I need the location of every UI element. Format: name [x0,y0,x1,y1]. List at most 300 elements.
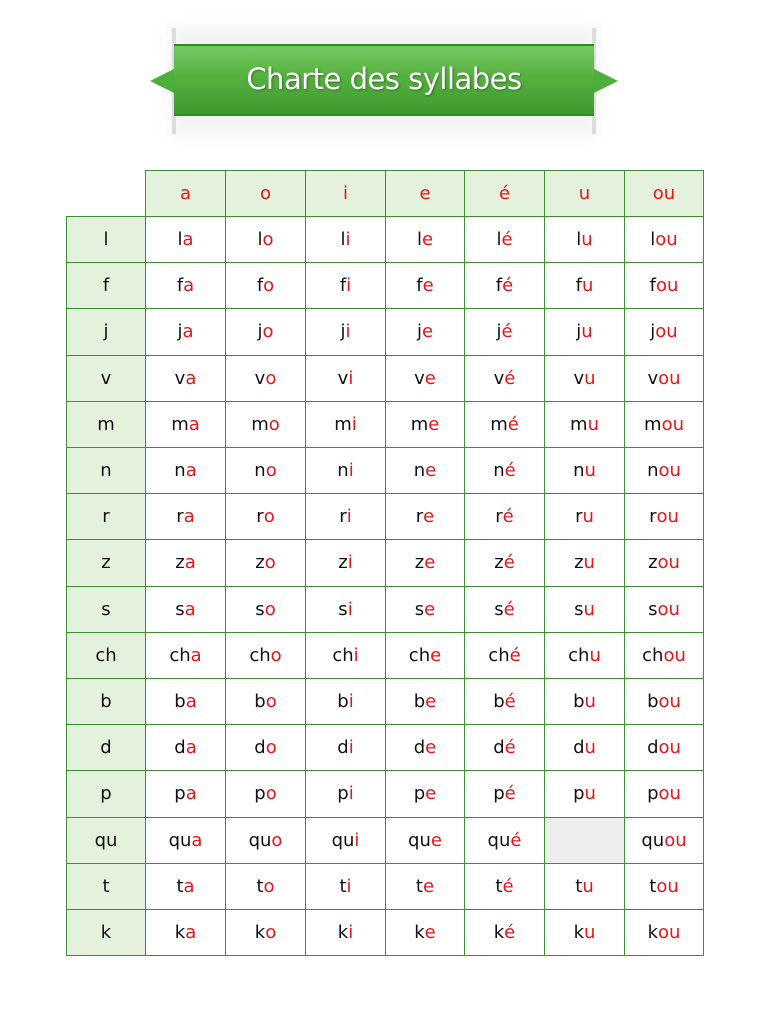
syllable-consonant: j [650,321,656,343]
syllable-cell [464,401,545,448]
syllable-cell [464,770,545,817]
syllable-vowel: i [346,875,352,897]
syllable-vowel: i [348,737,354,759]
syllable-consonant: p [174,783,186,805]
syllable-vowel: u [582,875,594,897]
syllable-vowel: o [265,783,277,805]
syllable-consonant: t [575,875,583,897]
syllable-cell [225,909,306,956]
syllable-cell [544,355,625,402]
syllable-vowel: a [185,460,197,482]
syllable-vowel: é [502,875,514,897]
syllable-vowel: o [263,275,275,297]
syllable-cell [624,724,704,771]
syllable-vowel: u [584,691,596,713]
syllable-consonant: m [171,413,189,435]
syllable-cell [544,724,625,771]
syllable-consonant: l [650,229,656,251]
syllable-consonant: k [254,922,266,944]
syllable-consonant: t [495,875,503,897]
syllable-cell [305,770,386,817]
syllable-consonant: n [413,460,426,482]
vowel-header [145,170,226,217]
syllable-consonant: s [338,598,348,620]
vowel-header-label: e [419,183,431,204]
syllable-vowel: e [424,552,436,574]
syllable-vowel: e [424,598,436,620]
syllable-cell [305,863,386,910]
syllable-consonant: n [573,460,585,482]
syllable-cell [385,817,465,864]
syllable-vowel: i [354,829,360,851]
syllable-vowel: ou [656,875,679,897]
syllable-vowel: a [185,367,197,389]
syllable-consonant: d [337,737,349,759]
syllable-cell [225,770,306,817]
syllable-vowel: ou [657,552,680,574]
consonant-header [66,493,146,540]
syllable-vowel: i [346,275,352,297]
consonant-header-label: z [101,552,111,574]
syllable-vowel: a [182,321,194,343]
consonant-header-label: d [100,737,112,759]
syllable-vowel: o [270,644,282,666]
syllable-consonant: b [174,691,186,713]
consonant-header-label: l [103,229,109,251]
syllable-vowel: é [501,321,513,343]
syllable-cell [225,586,306,633]
syllable-consonant: n [174,460,186,482]
syllable-consonant: j [576,321,582,343]
syllable-cell [225,216,306,263]
syllable-consonant: r [495,506,503,528]
syllable-cell [464,863,545,910]
syllable-consonant: v [414,367,425,389]
syllable-cell [145,632,226,679]
vowel-header-label: a [179,183,192,204]
syllable-vowel: é [502,506,514,528]
consonant-header [66,863,146,910]
vowel-header [544,170,625,217]
syllable-consonant: l [576,229,582,251]
syllable-vowel: ou [658,737,681,759]
syllable-vowel: ou [658,783,681,805]
syllable-cell [385,493,465,540]
syllable-vowel: i [348,367,354,389]
vowel-header-label: ou [652,183,676,204]
syllable-consonant: j [340,321,346,343]
syllable-consonant: d [413,737,426,759]
syllable-vowel: i [353,644,359,666]
syllable-cell [225,678,306,725]
syllable-consonant: qu [248,829,272,851]
syllable-consonant: f [176,275,184,297]
syllable-cell [305,216,386,263]
syllable-vowel: é [502,275,514,297]
syllable-vowel: o [268,413,280,435]
syllable-cell [464,539,545,586]
syllable-cell [544,447,625,494]
syllable-consonant: t [415,875,423,897]
vowel-header-label: é [498,183,511,204]
syllable-cell [624,909,704,956]
syllable-vowel: é [501,229,513,251]
syllable-cell [145,909,226,956]
syllable-vowel: é [504,367,516,389]
syllable-consonant: j [496,321,502,343]
syllable-consonant: k [414,922,425,944]
syllable-vowel: i [351,413,357,435]
syllable-cell [305,539,386,586]
banner-arrow-left [150,68,176,94]
syllable-vowel: u [587,413,599,435]
syllable-vowel: o [263,506,275,528]
syllable-cell [385,909,465,956]
consonant-header-label: p [100,783,112,805]
syllable-vowel: a [184,598,196,620]
syllable-cell [145,817,226,864]
syllable-cell [385,262,465,309]
vowel-header-label: u [578,183,591,204]
syllable-consonant: z [338,552,348,574]
consonant-header [66,447,146,494]
syllable-cell [385,632,465,679]
syllable-consonant: j [416,321,422,343]
syllable-consonant: p [413,783,426,805]
syllable-consonant: l [496,229,502,251]
syllable-cell [385,401,465,448]
syllable-cell [225,632,306,679]
syllable-consonant: m [490,413,508,435]
syllable-consonant: k [573,922,584,944]
syllable-consonant: l [257,229,263,251]
syllable-cell [385,308,465,355]
syllable-cell [624,262,704,309]
syllable-vowel: é [503,598,515,620]
vowel-header [225,170,306,217]
syllable-cell [145,586,226,633]
consonant-header [66,724,146,771]
syllable-consonant: s [648,598,658,620]
syllable-consonant: qu [331,829,355,851]
syllable-consonant: n [647,460,659,482]
syllable-cell [145,770,226,817]
syllable-cell [225,539,306,586]
consonant-header [66,216,146,263]
syllable-consonant: d [647,737,659,759]
syllable-consonant: t [649,875,657,897]
syllable-vowel: é [507,413,519,435]
syllable-consonant: qu [487,829,511,851]
syllable-vowel: o [265,922,277,944]
syllable-consonant: z [175,552,185,574]
syllable-vowel: é [504,460,516,482]
syllable-cell [544,863,625,910]
syllable-cell [624,586,704,633]
empty-cell [544,817,625,864]
syllable-consonant: s [494,598,504,620]
consonant-header [66,308,146,355]
syllable-vowel: u [583,552,595,574]
syllable-vowel: i [348,691,354,713]
syllable-vowel: e [424,922,436,944]
syllable-vowel: ou [655,321,678,343]
syllable-consonant: s [255,598,265,620]
syllable-cell [305,678,386,725]
title-banner [150,26,618,136]
syllable-consonant: v [647,367,659,389]
syllable-cell [385,586,465,633]
syllable-vowel: a [185,691,197,713]
syllable-vowel: i [346,506,352,528]
syllable-consonant: n [254,460,266,482]
syllable-vowel: ou [658,460,681,482]
consonant-header-label: j [103,321,109,343]
syllable-vowel: e [428,413,440,435]
syllable-cell [544,586,625,633]
syllable-vowel: i [348,922,354,944]
syllable-table [66,170,703,955]
syllable-vowel: u [584,460,596,482]
syllable-consonant: l [177,229,183,251]
syllable-cell [385,216,465,263]
syllable-cell [464,817,545,864]
page-title: Charte des syllabes [246,62,522,96]
syllable-consonant: r [415,506,424,528]
syllable-vowel: o [262,321,274,343]
vowel-header [305,170,386,217]
syllable-consonant: s [414,598,425,620]
syllable-consonant: d [493,737,505,759]
syllable-cell [305,586,386,633]
syllable-consonant: m [570,413,588,435]
syllable-cell [305,724,386,771]
syllable-vowel: u [584,737,596,759]
syllable-vowel: a [190,644,202,666]
syllable-consonant: k [493,922,505,944]
syllable-consonant: r [256,506,264,528]
syllable-vowel: e [421,321,434,343]
syllable-cell [464,632,545,679]
syllable-vowel: i [345,229,351,251]
consonant-header-label: m [97,413,115,435]
syllable-cell [544,262,625,309]
syllable-consonant: j [177,321,183,343]
vowel-header [385,170,465,217]
syllable-vowel: a [185,922,197,944]
syllable-vowel: ou [657,598,680,620]
syllable-cell [385,724,465,771]
syllable-vowel: ou [664,829,687,851]
syllable-cell [225,308,306,355]
syllable-cell [145,401,226,448]
syllable-vowel: o [262,229,274,251]
syllable-consonant: l [416,229,422,251]
syllable-consonant: b [647,691,659,713]
syllable-vowel: o [265,737,277,759]
syllable-consonant: m [334,413,352,435]
syllable-consonant: p [573,783,585,805]
consonant-header-label: f [102,275,110,297]
consonant-header-label: ch [95,644,117,666]
syllable-cell [544,401,625,448]
syllable-consonant: v [254,367,266,389]
consonant-header [66,401,146,448]
vowel-header-label: i [342,183,348,204]
syllable-vowel: o [264,598,276,620]
syllable-consonant: qu [641,829,665,851]
syllable-cell [305,632,386,679]
syllable-cell [544,493,625,540]
syllable-consonant: b [254,691,266,713]
syllable-vowel: é [504,922,516,944]
syllable-consonant: r [176,506,184,528]
syllable-cell [624,401,704,448]
syllable-consonant: ch [249,644,271,666]
syllable-vowel: e [425,737,437,759]
syllable-consonant: m [410,413,429,435]
syllable-vowel: é [509,644,521,666]
syllable-consonant: s [574,598,584,620]
syllable-consonant: j [257,321,263,343]
syllable-vowel: a [182,229,194,251]
syllable-cell [305,817,386,864]
syllable-vowel: a [191,829,203,851]
syllable-consonant: f [575,275,582,297]
syllable-vowel: u [589,644,601,666]
syllable-vowel: e [421,229,434,251]
syllable-cell [145,216,226,263]
syllable-cell [624,355,704,402]
syllable-vowel: e [425,691,437,713]
syllable-vowel: e [424,367,436,389]
syllable-vowel: a [185,737,197,759]
syllable-vowel: i [345,321,351,343]
syllable-cell [305,909,386,956]
syllable-cell [225,863,306,910]
syllable-cell [305,401,386,448]
syllable-cell [305,262,386,309]
syllable-consonant: r [575,506,583,528]
syllable-vowel: ou [655,229,678,251]
syllable-vowel: ou [656,506,679,528]
syllable-cell [225,355,306,402]
syllable-consonant: d [573,737,585,759]
syllable-vowel: a [184,552,196,574]
syllable-consonant: f [495,275,503,297]
syllable-consonant: z [574,552,584,574]
syllable-consonant: p [493,783,505,805]
syllable-consonant: f [256,275,264,297]
syllable-consonant: m [251,413,269,435]
vowel-header [624,170,704,217]
syllable-consonant: ch [642,644,664,666]
syllable-cell [225,493,306,540]
consonant-header-label: n [100,460,112,482]
syllable-vowel: o [265,367,277,389]
consonant-header-label: r [102,506,110,528]
consonant-header-label: qu [94,829,118,851]
syllable-cell [624,493,704,540]
syllable-vowel: a [188,413,200,435]
syllable-consonant: k [337,922,349,944]
syllable-consonant: b [493,691,505,713]
consonant-header [66,770,146,817]
syllable-cell [624,863,704,910]
syllable-consonant: qu [408,829,431,851]
syllable-vowel: é [504,783,516,805]
syllable-cell [464,262,545,309]
syllable-consonant: v [573,367,585,389]
syllable-cell [624,308,704,355]
syllable-cell [145,678,226,725]
syllable-consonant: p [647,783,659,805]
syllable-vowel: e [425,460,437,482]
syllable-consonant: z [648,552,658,574]
syllable-cell [544,216,625,263]
syllable-cell [544,539,625,586]
syllable-consonant: n [337,460,349,482]
syllable-cell [544,308,625,355]
syllable-consonant: r [339,506,347,528]
consonant-header [66,909,146,956]
syllable-cell [464,909,545,956]
syllable-cell [544,632,625,679]
syllable-vowel: é [504,691,516,713]
consonant-header [66,678,146,725]
syllable-cell [385,447,465,494]
syllable-vowel: e [430,644,442,666]
consonant-header [66,539,146,586]
syllable-cell [145,308,226,355]
syllable-vowel: o [271,829,283,851]
syllable-cell [385,863,465,910]
syllable-consonant: v [174,367,186,389]
syllable-consonant: ch [568,644,590,666]
syllable-consonant: k [174,922,186,944]
syllable-vowel: o [264,552,276,574]
syllable-vowel: a [183,275,195,297]
syllable-consonant: t [176,875,184,897]
syllable-cell [305,447,386,494]
syllable-vowel: o [263,875,275,897]
syllable-vowel: a [183,506,195,528]
syllable-vowel: u [584,367,596,389]
syllable-consonant: z [255,552,265,574]
syllable-consonant: v [493,367,505,389]
syllable-consonant: b [337,691,349,713]
syllable-cell [464,447,545,494]
syllable-vowel: i [347,598,353,620]
syllable-cell [225,817,306,864]
vowel-header [464,170,545,217]
banner-arrow-right [592,68,618,94]
syllable-consonant: m [644,413,662,435]
consonant-header-label: t [102,875,110,897]
syllable-cell [385,678,465,725]
syllable-vowel: u [584,783,596,805]
syllable-cell [385,355,465,402]
syllable-consonant: d [174,737,186,759]
syllable-cell [544,770,625,817]
syllable-vowel: o [265,691,277,713]
syllable-consonant: v [337,367,349,389]
syllable-cell [464,308,545,355]
syllable-cell [145,447,226,494]
syllable-cell [544,909,625,956]
syllable-vowel: u [581,275,594,297]
syllable-vowel: u [581,229,593,251]
